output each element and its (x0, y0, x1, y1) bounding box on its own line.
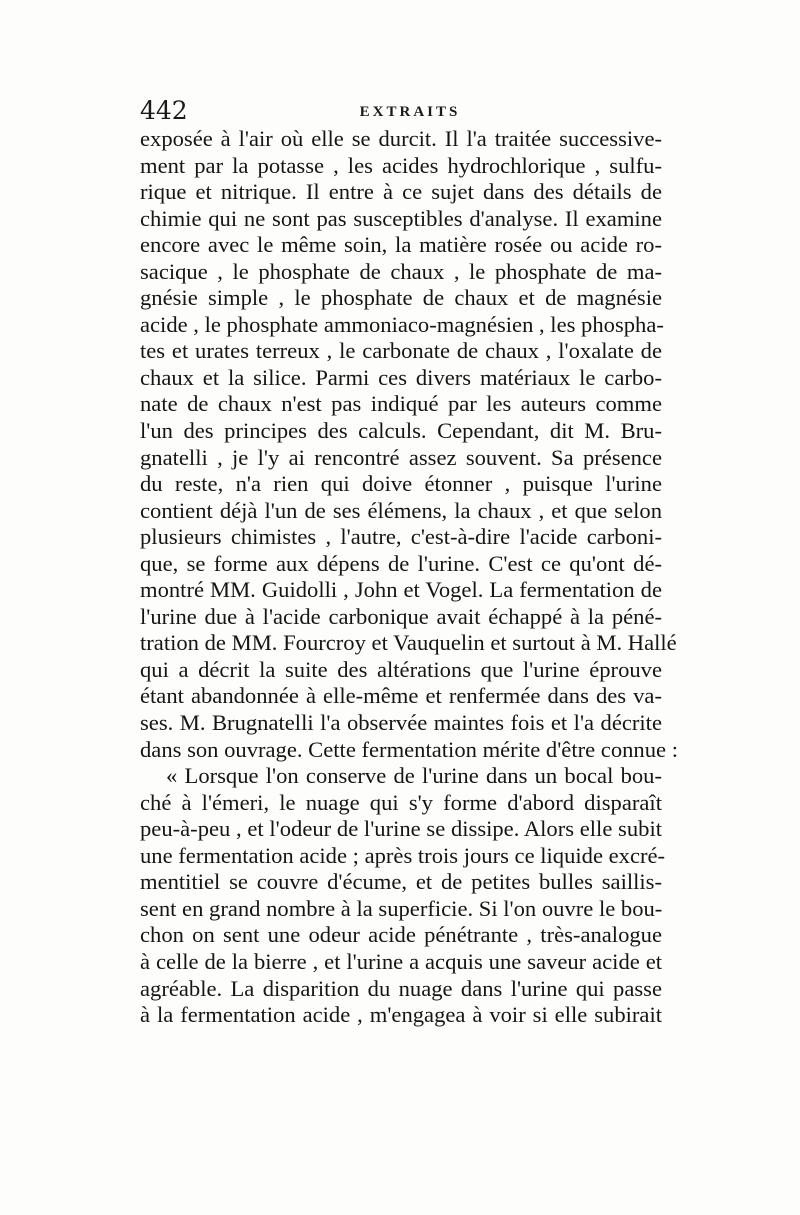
text-line: une fermentation acide ; après trois jours ce liquide excré- (140, 842, 666, 868)
text-line: encore avec le même soin, la matière rosée ou acide ro- (140, 232, 662, 258)
text-line: exposée à l'air où elle se durcit. Il l'a traitée successive- (140, 126, 662, 151)
text-line: nate de chaux n'est pas indiqué par les auteurs comme (140, 391, 662, 417)
text-line: à la fermentation acide , m'engagea à voir si elle subirait (140, 1002, 662, 1028)
text-line: agréable. La disparition du nuage dans l'urine qui passe (140, 975, 662, 1001)
text-line: étant abandonnée à elle-même et renfermée dans des va- (140, 683, 662, 709)
body-text (140, 126, 678, 1029)
page-number: 442 (140, 96, 188, 125)
text-line: que, se forme aux dépens de l'urine. C'est ce qu'ont dé- (140, 550, 662, 576)
text-line: gnatelli , je l'y ai rencontré assez souvent. Sa présence (140, 444, 662, 470)
text-line: mentitiel se couvre d'écume, et de petites bulles saillis- (140, 869, 662, 895)
text-line: tes et urates terreux , le carbonate de chaux , l'oxalate de (140, 338, 662, 364)
text-line: l'urine due à l'acide carbonique avait échappé à la péné- (140, 603, 662, 629)
text-line: plusieurs chimistes , l'autre, c'est-à-dire l'acide carboni- (140, 524, 662, 550)
running-head: EXTRAITS (359, 104, 461, 120)
text-line: à celle de la bierre , et l'urine a acquis une saveur acide et (140, 948, 662, 974)
text-line: dans son ouvrage. Cette fermentation mérite d'être connue : (140, 736, 678, 762)
text-line: rique et nitrique. Il entre à ce sujet dans des détails de (140, 179, 662, 205)
text-line: tration de MM. Fourcroy et Vauquelin et surtout à M. Hallé (140, 630, 677, 656)
text-line: du reste, n'a rien qui doive étonner , puisque l'urine (140, 471, 662, 497)
text-line: chimie qui ne sont pas susceptibles d'analyse. Il examine (140, 205, 662, 231)
text-line: chon on sent une odeur acide pénétrante , très-analogue (140, 922, 662, 948)
text-line: contient déjà l'un de ses élémens, la chaux , et que selon (140, 497, 662, 523)
text-line: sent en grand nombre à la superficie. Si l'on ouvre le bou- (140, 895, 663, 921)
text-line: sacique , le phosphate de chaux , le phosphate de ma- (140, 258, 662, 284)
text-line: gnésie simple , le phosphate de chaux et de magnésie (140, 285, 662, 311)
text-line: ché à l'émeri, le nuage qui s'y forme d'abord disparaît (140, 789, 662, 815)
text-line: chaux et la silice. Parmi ces divers matériaux le carbo- (140, 364, 662, 390)
text-line: qui a décrit la suite des altérations que l'urine éprouve (140, 656, 662, 682)
text-line: l'un des principes des calculs. Cependant, dit M. Bru- (140, 418, 662, 444)
text-line: acide , le phosphate ammoniaco-magnésien , les phospha- (140, 311, 664, 337)
quote-start-line: « Lorsque l'on conserve de l'urine dans un bocal bou- (166, 763, 662, 789)
text-line: peu-à-peu , et l'odeur de l'urine se dissipe. Alors elle subit (140, 816, 662, 842)
page-header (140, 96, 662, 130)
text-line: ment par la potasse , les acides hydrochlorique , sulfu- (140, 152, 662, 178)
text-line: ses. M. Brugnatelli l'a observée maintes fois et l'a décrite (140, 710, 662, 736)
text-line: montré MM. Guidolli , John et Vogel. La fermentation de (140, 577, 662, 603)
